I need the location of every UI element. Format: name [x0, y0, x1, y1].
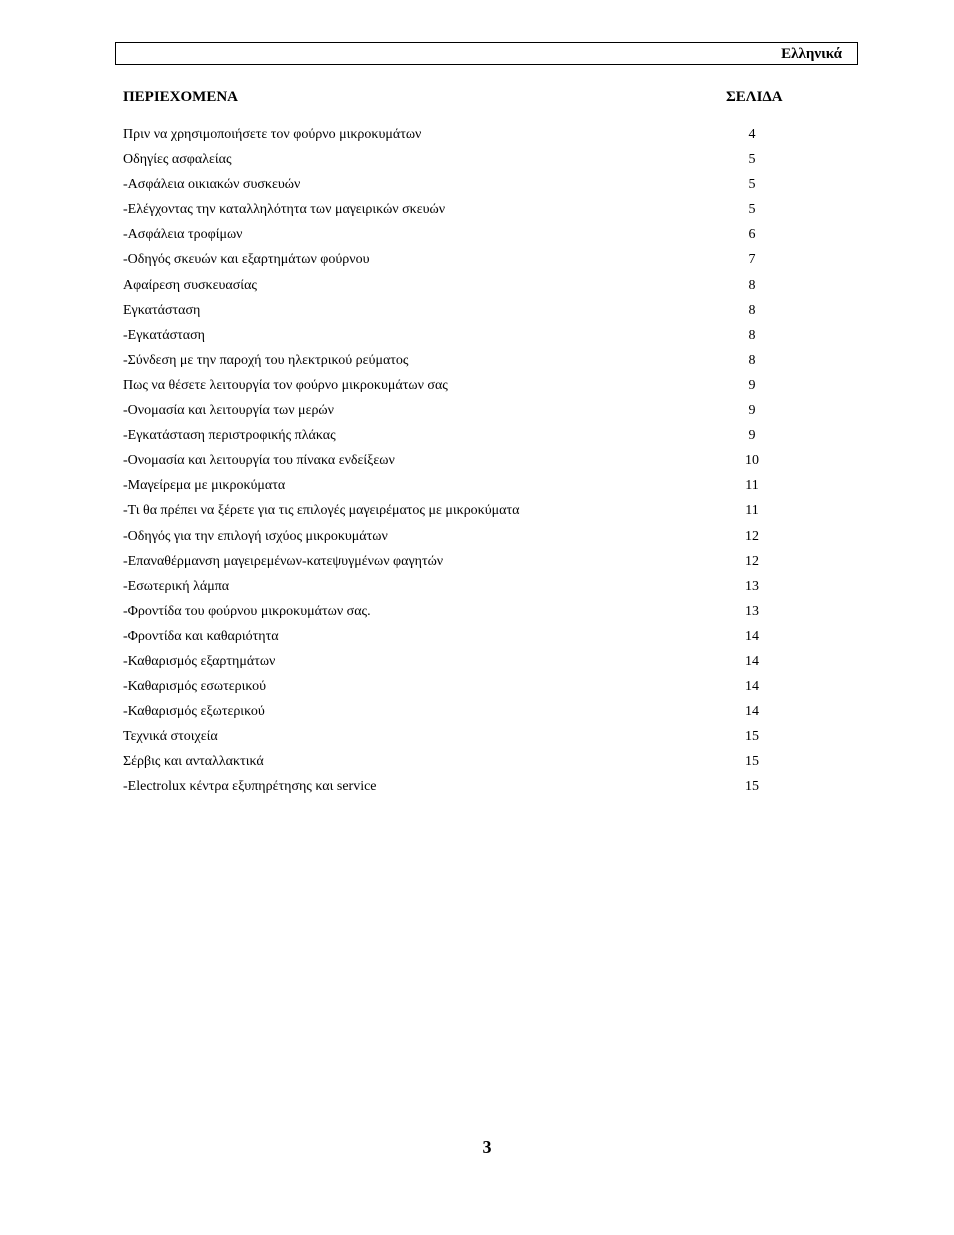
toc-entry-title: -Εσωτερική λάμπα — [123, 578, 230, 594]
toc-entry — [123, 678, 823, 703]
toc-entry-page: 15 — [745, 729, 759, 745]
toc-entry-page: 9 — [748, 428, 756, 444]
toc-entry-page: 4 — [748, 127, 756, 142]
toc-entry-title: -Επαναθέρμανση μαγειρεμένων-κατεψυγμένων φαγητών — [123, 553, 444, 569]
toc-entry-page: 12 — [745, 528, 759, 544]
toc-entry — [123, 402, 823, 427]
toc-entry-page: 10 — [745, 453, 759, 469]
toc-entry-page: 13 — [745, 578, 759, 594]
toc-entry-title: Αφαίρεση συσκευασίας — [123, 277, 257, 293]
toc-entry-title: -Electrolux κέντρα εξυπηρέτησης και service — [123, 779, 377, 795]
toc-entry — [123, 226, 823, 251]
toc-entry — [123, 176, 823, 201]
toc-entry-page: 11 — [745, 478, 759, 494]
toc-entry — [123, 277, 823, 302]
toc-entry-title: -Οδηγός για την επιλογή ισχύος μικροκυμάτων — [123, 528, 388, 544]
toc-entry-title: -Φροντίδα του φούρνου μικροκυμάτων σας. — [123, 603, 371, 619]
toc-entry-page: 9 — [748, 377, 756, 393]
toc-entry — [123, 151, 823, 176]
toc-entry-title: Οδηγίες ασφαλείας — [123, 152, 232, 168]
toc-entry — [123, 427, 823, 452]
toc-entry-title: -Μαγείρεμα με μικροκύματα — [123, 478, 286, 494]
toc-entry — [123, 703, 823, 728]
toc-entry-page: 15 — [745, 754, 759, 770]
toc-entry — [123, 553, 823, 578]
toc-entry-page: 14 — [745, 628, 759, 644]
toc-entry-title: -Οδηγός σκευών και εξαρτημάτων φούρνου — [123, 252, 370, 268]
toc-entry — [123, 327, 823, 352]
toc-entry-title: -Καθαρισμός εξωτερικού — [123, 704, 265, 720]
toc-entry-page: 8 — [748, 327, 756, 343]
toc-entry — [123, 653, 823, 678]
toc-entry-title: -Εγκατάσταση — [123, 327, 206, 343]
toc-entry-title: Πριν να χρησιμοποιήσετε τον φούρνο μικροκυμάτων — [123, 127, 422, 142]
toc-entry-page: 14 — [745, 679, 759, 695]
toc-entry-title: -Καθαρισμός εσωτερικού — [123, 679, 267, 695]
toc-entry-title: Σέρβις και ανταλλακτικά — [123, 754, 264, 770]
toc-entry-title: -Ονομασία και λειτουργία των μερών — [123, 403, 334, 419]
toc-entry — [123, 352, 823, 377]
toc-entry — [123, 302, 823, 327]
toc-entry-page: 8 — [748, 277, 756, 293]
toc-entry-page: 5 — [748, 177, 756, 193]
toc-entry — [123, 201, 823, 226]
toc-entry — [123, 628, 823, 653]
toc-entry-title: -Ασφάλεια τροφίμων — [123, 227, 243, 243]
toc-entry-page: 9 — [748, 403, 756, 419]
toc-entry-page: 14 — [745, 653, 759, 669]
toc-entry-page: 7 — [748, 252, 756, 268]
toc-entry-title: -Εγκατάσταση περιστροφικής πλάκας — [123, 428, 336, 444]
toc-entry — [123, 778, 823, 803]
toc-entry-page: 8 — [748, 302, 756, 318]
toc-entry — [123, 251, 823, 276]
toc-entry — [123, 452, 823, 477]
toc-entry — [123, 502, 823, 527]
toc-entry-page: 5 — [748, 152, 756, 168]
toc-entry-title: -Ασφάλεια οικιακών συσκευών — [123, 177, 301, 193]
toc-entry-page: 15 — [745, 779, 759, 795]
toc-entry-title: -Τι θα πρέπει να ξέρετε για τις επιλογές μαγειρέματος με μικροκύματα — [123, 503, 520, 519]
toc-entry-page: 13 — [745, 603, 759, 619]
toc-entry-title: -Φροντίδα και καθαριότητα — [123, 628, 279, 644]
toc-entry-title: Τεχνικά στοιχεία — [123, 729, 218, 745]
toc-entry — [123, 477, 823, 502]
toc-page-column-heading: ΣΕΛΙΔΑ — [726, 89, 783, 105]
toc-entry-title: -Ονομασία και λειτουργία του πίνακα ενδείξεων — [123, 453, 395, 469]
toc-entry — [123, 728, 823, 753]
toc-entry-page: 5 — [748, 202, 756, 218]
toc-entry — [123, 377, 823, 402]
toc-entry — [123, 528, 823, 553]
toc-entry-page: 11 — [745, 503, 759, 519]
toc-entry — [123, 126, 823, 151]
page-number: 3 — [482, 1137, 492, 1157]
toc-entry-page: 12 — [745, 553, 759, 569]
toc-entry — [123, 753, 823, 778]
toc-entry-title: -Ελέγχοντας την καταλληλότητα των μαγειρικών σκευών — [123, 202, 446, 218]
language-header-box — [115, 42, 858, 65]
toc-entry-page: 14 — [745, 704, 759, 720]
language-label: Ελληνικά — [781, 46, 842, 62]
toc-entry-title: Πως να θέσετε λειτουργία τον φούρνο μικροκυμάτων σας — [123, 377, 448, 393]
toc-entry-title: Εγκατάσταση — [123, 302, 201, 318]
table-of-contents — [123, 126, 823, 804]
toc-entry — [123, 578, 823, 603]
toc-entry — [123, 603, 823, 628]
toc-heading: ΠΕΡΙΕΧΟΜΕΝΑ — [123, 89, 239, 105]
toc-entry-page: 8 — [748, 352, 756, 368]
toc-entry-title: -Σύνδεση με την παροχή του ηλεκτρικού ρεύματος — [123, 352, 409, 368]
toc-entry-title: -Καθαρισμός εξαρτημάτων — [123, 653, 276, 669]
toc-entry-page: 6 — [748, 227, 756, 243]
